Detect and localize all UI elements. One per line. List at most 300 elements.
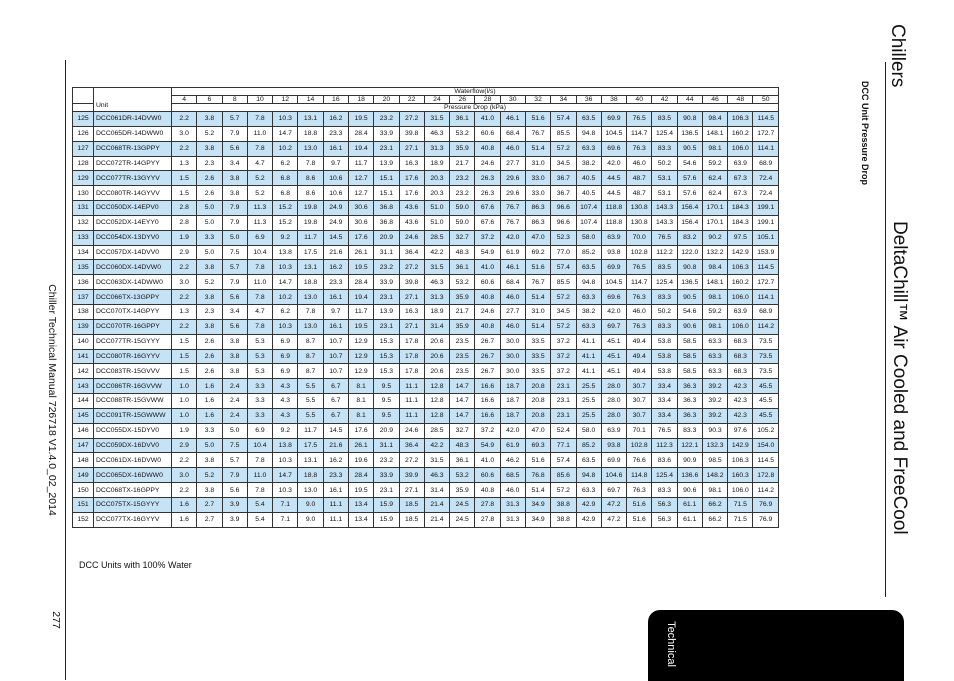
- pressure-drop-cell: 1.9: [172, 423, 197, 438]
- pressure-drop-cell: 3.3: [197, 423, 222, 438]
- pressure-drop-cell: 27.2: [399, 112, 424, 127]
- table-row: [73, 319, 779, 334]
- pressure-drop-cell: 35.9: [450, 141, 475, 156]
- pressure-drop-cell: 7.8: [247, 260, 272, 275]
- pressure-drop-cell: 41.1: [576, 349, 601, 364]
- pressure-drop-cell: 18.9: [424, 156, 449, 171]
- pressure-drop-cell: 62.4: [702, 171, 727, 186]
- pressure-drop-cell: 34.9: [525, 512, 550, 527]
- pressure-drop-cell: 10.3: [273, 483, 298, 498]
- pressure-drop-cell: 76.5: [627, 260, 652, 275]
- pressure-drop-cell: 70.0: [627, 230, 652, 245]
- pressure-drop-cell: 54.9: [475, 438, 500, 453]
- pressure-drop-cell: 76.5: [627, 112, 652, 127]
- pressure-drop-cell: 59.2: [702, 304, 727, 319]
- pressure-drop-cell: 23.1: [374, 290, 399, 305]
- product-title: DeltaChill™ Air Cooled and FreeCool: [889, 221, 910, 535]
- pressure-drop-cell: 34.5: [551, 304, 576, 319]
- pressure-drop-cell: 76.6: [627, 453, 652, 468]
- pressure-drop-cell: 41.0: [475, 260, 500, 275]
- pressure-drop-cell: 37.2: [551, 364, 576, 379]
- pressure-drop-cell: 68.5: [500, 468, 525, 483]
- flow-value-header: 40: [627, 96, 652, 104]
- pressure-drop-cell: 13.1: [298, 260, 323, 275]
- pressure-drop-cell: 57.4: [551, 453, 576, 468]
- pressure-drop-cell: 18.7: [500, 394, 525, 409]
- table-row: [73, 215, 779, 230]
- pressure-drop-cell: 9.5: [374, 394, 399, 409]
- row-number: 151: [73, 497, 94, 512]
- pressure-drop-cell: 3.0: [172, 126, 197, 141]
- pressure-drop-cell: 5.4: [247, 512, 272, 527]
- pressure-drop-cell: 23.1: [374, 483, 399, 498]
- pressure-drop-cell: 57.2: [551, 141, 576, 156]
- pressure-drop-cell: 6.9: [247, 230, 272, 245]
- unit-name: DCC072TR-14GPYY: [94, 156, 172, 171]
- pressure-drop-cell: 12.8: [424, 408, 449, 423]
- pressure-drop-cell: 14.7: [450, 408, 475, 423]
- pressure-drop-cell: 76.3: [627, 141, 652, 156]
- flow-value-header: 32: [525, 96, 550, 104]
- pressure-drop-cell: 3.8: [197, 319, 222, 334]
- pressure-drop-cell: 41.0: [475, 112, 500, 127]
- pressure-drop-cell: 83.3: [652, 319, 677, 334]
- pressure-drop-cell: 40.8: [475, 483, 500, 498]
- pressure-drop-cell: 112.2: [652, 245, 677, 260]
- pressure-drop-cell: 13.1: [298, 453, 323, 468]
- pressure-drop-cell: 114.2: [753, 483, 779, 498]
- pressure-drop-cell: 60.6: [475, 468, 500, 483]
- pressure-drop-cell: 69.9: [601, 260, 626, 275]
- pressure-drop-cell: 46.3: [424, 275, 449, 290]
- pressure-drop-cell: 13.8: [273, 245, 298, 260]
- pressure-drop-cell: 63.3: [702, 349, 727, 364]
- pressure-drop-cell: 5.0: [197, 215, 222, 230]
- pressure-drop-cell: 3.8: [222, 349, 247, 364]
- pressure-drop-cell: 25.5: [576, 394, 601, 409]
- pressure-drop-cell: 3.3: [197, 230, 222, 245]
- pressure-drop-cell: 46.3: [424, 468, 449, 483]
- flow-value-header: 20: [374, 96, 399, 104]
- pressure-drop-cell: 1.5: [172, 171, 197, 186]
- pressure-drop-cell: 30.0: [500, 349, 525, 364]
- pressure-drop-cell: 63.5: [576, 112, 601, 127]
- pressure-drop-cell: 17.8: [399, 364, 424, 379]
- pressure-drop-cell: 61.9: [500, 245, 525, 260]
- pressure-drop-cell: 33.9: [374, 126, 399, 141]
- pressure-drop-cell: 36.1: [450, 260, 475, 275]
- table-row: [73, 453, 779, 468]
- table-row: [73, 171, 779, 186]
- pressure-drop-cell: 63.3: [576, 290, 601, 305]
- pressure-drop-cell: 5.6: [222, 483, 247, 498]
- table-row: [73, 497, 779, 512]
- pressure-drop-cell: 10.2: [273, 141, 298, 156]
- pressure-drop-cell: 2.3: [197, 304, 222, 319]
- pressure-drop-cell: 15.3: [374, 334, 399, 349]
- flow-value-header: 16: [323, 96, 348, 104]
- pressure-drop-cell: 2.3: [197, 156, 222, 171]
- pressure-drop-cell: 23.5: [450, 334, 475, 349]
- pressure-drop-cell: 63.3: [576, 483, 601, 498]
- pressure-drop-cell: 16.6: [475, 394, 500, 409]
- pressure-drop-cell: 23.3: [323, 126, 348, 141]
- pressure-drop-cell: 46.0: [500, 141, 525, 156]
- flow-value-header: 24: [424, 96, 449, 104]
- pressure-drop-cell: 27.2: [399, 260, 424, 275]
- pressure-drop-cell: 5.0: [197, 201, 222, 216]
- flow-value-header: 34: [551, 96, 576, 104]
- pressure-drop-cell: 9.2: [273, 423, 298, 438]
- pressure-drop-cell: 76.9: [753, 497, 779, 512]
- pressure-drop-cell: 15.9: [374, 497, 399, 512]
- pressure-drop-cell: 16.2: [323, 453, 348, 468]
- pressure-drop-header-row: [73, 104, 779, 112]
- pressure-drop-cell: 4.7: [247, 304, 272, 319]
- pressure-drop-cell: 148.1: [702, 126, 727, 141]
- pressure-drop-cell: 7.5: [222, 245, 247, 260]
- pressure-drop-cell: 58.0: [576, 230, 601, 245]
- table-row: [73, 468, 779, 483]
- pressure-drop-cell: 20.9: [374, 423, 399, 438]
- pressure-drop-cell: 31.4: [424, 483, 449, 498]
- left-margin-rule: [65, 60, 66, 680]
- pressure-drop-cell: 5.2: [197, 275, 222, 290]
- table-row: [73, 141, 779, 156]
- pressure-drop-cell: 1.6: [172, 497, 197, 512]
- pressure-drop-cell: 172.7: [753, 275, 779, 290]
- row-number: 147: [73, 438, 94, 453]
- pressure-drop-cell: 96.6: [551, 215, 576, 230]
- pressure-drop-cell: 94.8: [576, 275, 601, 290]
- pressure-drop-cell: 31.4: [424, 319, 449, 334]
- pressure-drop-cell: 8.1: [348, 379, 373, 394]
- pressure-drop-cell: 13.0: [298, 319, 323, 334]
- pressure-drop-cell: 6.8: [273, 171, 298, 186]
- pressure-drop-cell: 4.3: [273, 394, 298, 409]
- pressure-drop-cell: 46.1: [500, 260, 525, 275]
- unit-name: DCC083TR-15GVVV: [94, 364, 172, 379]
- pressure-drop-cell: 76.3: [627, 483, 652, 498]
- pressure-drop-cell: 35.9: [450, 483, 475, 498]
- pressure-drop-cell: 50.2: [652, 304, 677, 319]
- pressure-drop-cell: 7.9: [222, 215, 247, 230]
- pressure-drop-cell: 98.1: [702, 290, 727, 305]
- flow-value-header: 10: [247, 96, 272, 104]
- pressure-drop-cell: 5.2: [247, 171, 272, 186]
- pressure-drop-cell: 3.8: [222, 171, 247, 186]
- section-title: Chillers: [887, 24, 908, 88]
- pressure-drop-cell: 3.9: [222, 497, 247, 512]
- pressure-drop-cell: 40.8: [475, 319, 500, 334]
- pressure-drop-cell: 1.3: [172, 304, 197, 319]
- pressure-drop-cell: 45.5: [753, 408, 779, 423]
- pressure-drop-cell: 1.0: [172, 379, 197, 394]
- pressure-drop-cell: 36.7: [551, 186, 576, 201]
- pressure-drop-cell: 14.7: [450, 379, 475, 394]
- pressure-drop-cell: 42.0: [500, 230, 525, 245]
- pressure-drop-cell: 10.3: [273, 319, 298, 334]
- row-number: 136: [73, 275, 94, 290]
- pressure-drop-cell: 26.7: [475, 364, 500, 379]
- pressure-drop-cell: 17.5: [298, 438, 323, 453]
- pressure-drop-cell: 46.0: [500, 319, 525, 334]
- pressure-drop-cell: 13.4: [348, 512, 373, 527]
- pressure-drop-cell: 30.7: [627, 394, 652, 409]
- pressure-drop-cell: 90.8: [677, 260, 702, 275]
- pressure-drop-cell: 9.7: [323, 156, 348, 171]
- pressure-drop-cell: 114.1: [753, 141, 779, 156]
- pressure-drop-cell: 67.3: [728, 186, 753, 201]
- pressure-drop-cell: 31.5: [424, 112, 449, 127]
- pressure-drop-cell: 4.3: [273, 379, 298, 394]
- pressure-drop-cell: 11.7: [348, 156, 373, 171]
- pressure-drop-cell: 42.3: [728, 379, 753, 394]
- table-row: [73, 304, 779, 319]
- pressure-drop-cell: 130.8: [627, 201, 652, 216]
- pressure-drop-cell: 83.6: [652, 453, 677, 468]
- pressure-drop-cell: 2.2: [172, 141, 197, 156]
- pressure-drop-cell: 2.8: [172, 215, 197, 230]
- pressure-drop-cell: 7.8: [247, 112, 272, 127]
- pressure-drop-cell: 58.0: [576, 423, 601, 438]
- pressure-drop-cell: 27.8: [475, 512, 500, 527]
- pressure-drop-cell: 38.8: [551, 497, 576, 512]
- pressure-drop-cell: 3.4: [222, 156, 247, 171]
- pressure-drop-cell: 73.5: [753, 334, 779, 349]
- pressure-drop-cell: 39.8: [399, 126, 424, 141]
- pressure-drop-cell: 114.2: [753, 319, 779, 334]
- pressure-drop-cell: 104.5: [601, 275, 626, 290]
- pressure-drop-cell: 3.0: [172, 275, 197, 290]
- pressure-drop-cell: 13.0: [298, 290, 323, 305]
- pressure-drop-cell: 62.4: [702, 186, 727, 201]
- pressure-drop-cell: 12.7: [348, 171, 373, 186]
- pressure-drop-cell: 51.6: [525, 112, 550, 127]
- pressure-drop-cell: 105.2: [753, 423, 779, 438]
- row-number-header-blank: [73, 104, 94, 112]
- pressure-drop-cell: 69.9: [601, 453, 626, 468]
- pressure-drop-cell: 23.1: [374, 141, 399, 156]
- pressure-drop-cell: 46.1: [500, 112, 525, 127]
- flow-value-header: 4: [172, 96, 197, 104]
- pressure-drop-cell: 14.7: [273, 275, 298, 290]
- pressure-drop-cell: 52.3: [551, 230, 576, 245]
- pressure-drop-cell: 26.1: [348, 438, 373, 453]
- unit-name: DCC086TR-16GVVW: [94, 379, 172, 394]
- pressure-drop-cell: 16.2: [323, 260, 348, 275]
- pressure-drop-cell: 3.8: [197, 112, 222, 127]
- pressure-drop-cell: 7.5: [222, 438, 247, 453]
- pressure-drop-cell: 142.9: [728, 438, 753, 453]
- pressure-drop-cell: 7.8: [298, 304, 323, 319]
- pressure-drop-cell: 16.3: [399, 156, 424, 171]
- pressure-drop-cell: 27.8: [475, 497, 500, 512]
- pressure-drop-cell: 105.1: [753, 230, 779, 245]
- pressure-drop-cell: 12.8: [424, 394, 449, 409]
- pressure-drop-cell: 48.3: [450, 245, 475, 260]
- pressure-drop-cell: 76.3: [627, 290, 652, 305]
- pressure-drop-cell: 28.4: [348, 468, 373, 483]
- pressure-drop-cell: 112.3: [652, 438, 677, 453]
- pressure-drop-cell: 102.8: [627, 245, 652, 260]
- pressure-drop-cell: 27.7: [500, 304, 525, 319]
- pressure-drop-cell: 6.7: [323, 379, 348, 394]
- pressure-drop-cell: 21.7: [450, 156, 475, 171]
- pressure-drop-cell: 2.6: [197, 186, 222, 201]
- pressure-drop-cell: 2.2: [172, 290, 197, 305]
- pressure-drop-cell: 3.3: [247, 379, 272, 394]
- pressure-drop-cell: 39.2: [702, 408, 727, 423]
- pressure-drop-cell: 7.9: [222, 201, 247, 216]
- pressure-drop-cell: 30.7: [627, 408, 652, 423]
- pressure-drop-cell: 63.5: [576, 260, 601, 275]
- pressure-drop-cell: 18.5: [399, 497, 424, 512]
- pressure-drop-cell: 53.2: [450, 275, 475, 290]
- pressure-drop-cell: 122.1: [677, 438, 702, 453]
- pressure-drop-cell: 17.8: [399, 334, 424, 349]
- pressure-drop-cell: 118.8: [601, 215, 626, 230]
- pressure-drop-cell: 42.0: [601, 304, 626, 319]
- pressure-drop-cell: 18.8: [298, 275, 323, 290]
- pressure-drop-cell: 125.4: [652, 126, 677, 141]
- pressure-drop-cell: 31.3: [424, 141, 449, 156]
- pressure-drop-cell: 85.2: [576, 438, 601, 453]
- pressure-drop-cell: 40.5: [576, 171, 601, 186]
- pressure-drop-cell: 1.6: [197, 379, 222, 394]
- pressure-drop-cell: 69.6: [601, 141, 626, 156]
- row-number-header: [73, 88, 94, 104]
- pressure-drop-cell: 33.4: [652, 379, 677, 394]
- pressure-drop-cell: 36.1: [450, 453, 475, 468]
- pressure-drop-cell: 37.2: [475, 423, 500, 438]
- pressure-drop-cell: 7.1: [273, 497, 298, 512]
- pressure-drop-cell: 31.3: [424, 290, 449, 305]
- pressure-drop-cell: 5.3: [247, 334, 272, 349]
- pressure-drop-cell: 4.7: [247, 156, 272, 171]
- pressure-drop-cell: 5.0: [197, 438, 222, 453]
- pressure-drop-cell: 30.7: [627, 379, 652, 394]
- pressure-drop-cell: 61.9: [500, 438, 525, 453]
- pressure-drop-cell: 20.6: [424, 334, 449, 349]
- pressure-drop-cell: 13.0: [298, 483, 323, 498]
- unit-name: DCC088TR-15GVWW: [94, 394, 172, 409]
- table-header-row: [73, 88, 779, 96]
- row-number: 140: [73, 334, 94, 349]
- pressure-drop-cell: 184.3: [728, 215, 753, 230]
- table-caption: DCC Units with 100% Water: [79, 560, 192, 570]
- pressure-drop-cell: 170.1: [702, 201, 727, 216]
- pressure-drop-cell: 11.1: [323, 512, 348, 527]
- pressure-drop-cell: 69.6: [601, 290, 626, 305]
- pressure-drop-cell: 26.3: [475, 186, 500, 201]
- pressure-drop-cell: 40.5: [576, 186, 601, 201]
- pressure-drop-cell: 86.3: [525, 201, 550, 216]
- table-row: [73, 364, 779, 379]
- pressure-drop-cell: 16.6: [475, 379, 500, 394]
- pressure-drop-cell: 19.5: [348, 260, 373, 275]
- pressure-drop-cell: 76.5: [652, 423, 677, 438]
- pressure-drop-cell: 5.6: [222, 319, 247, 334]
- pressure-drop-cell: 107.4: [576, 215, 601, 230]
- pressure-drop-cell: 19.8: [298, 201, 323, 216]
- pressure-drop-cell: 19.4: [348, 290, 373, 305]
- row-number: 141: [73, 349, 94, 364]
- pressure-drop-cell: 2.2: [172, 453, 197, 468]
- pressure-drop-cell: 31.1: [374, 245, 399, 260]
- pressure-drop-cell: 42.0: [601, 156, 626, 171]
- pressure-drop-cell: 23.1: [551, 394, 576, 409]
- pressure-drop-cell: 11.1: [399, 379, 424, 394]
- pressure-drop-cell: 132.2: [702, 245, 727, 260]
- pressure-drop-cell: 71.5: [728, 512, 753, 527]
- pressure-drop-cell: 1.9: [172, 230, 197, 245]
- flow-value-header: 8: [222, 96, 247, 104]
- pressure-drop-cell: 6.2: [273, 156, 298, 171]
- unit-header: Unit: [94, 88, 172, 112]
- pressure-drop-cell: 85.6: [551, 468, 576, 483]
- unit-name: DCC080TR-16GYYV: [94, 349, 172, 364]
- pressure-drop-cell: 29.6: [500, 186, 525, 201]
- pressure-drop-cell: 23.2: [374, 260, 399, 275]
- pressure-drop-cell: 69.7: [601, 483, 626, 498]
- pressure-drop-cell: 24.5: [450, 497, 475, 512]
- pressure-drop-cell: 19.4: [348, 141, 373, 156]
- pressure-drop-cell: 97.5: [728, 230, 753, 245]
- pressure-drop-cell: 2.9: [172, 245, 197, 260]
- pressure-drop-cell: 17.5: [298, 245, 323, 260]
- pressure-drop-cell: 24.6: [399, 423, 424, 438]
- pressure-drop-cell: 7.8: [298, 156, 323, 171]
- pressure-drop-cell: 16.1: [323, 141, 348, 156]
- pressure-drop-cell: 5.5: [298, 408, 323, 423]
- pressure-drop-cell: 33.9: [374, 468, 399, 483]
- pressure-drop-cell: 46.0: [627, 156, 652, 171]
- pressure-drop-cell: 53.2: [450, 126, 475, 141]
- pressure-drop-cell: 8.6: [298, 186, 323, 201]
- flow-value-header: 42: [652, 96, 677, 104]
- pressure-drop-cell: 102.8: [627, 438, 652, 453]
- pressure-drop-cell: 90.3: [702, 423, 727, 438]
- pressure-drop-cell: 11.1: [399, 394, 424, 409]
- unit-name: DCC055DX-15DYV0: [94, 423, 172, 438]
- pressure-drop-cell: 36.3: [677, 379, 702, 394]
- pressure-drop-cell: 12.7: [348, 186, 373, 201]
- flow-value-header: 44: [677, 96, 702, 104]
- pressure-drop-cell: 20.8: [525, 408, 550, 423]
- pressure-drop-cell: 15.3: [374, 349, 399, 364]
- pressure-drop-cell: 42.0: [500, 423, 525, 438]
- pressure-drop-cell: 6.9: [247, 423, 272, 438]
- pressure-drop-cell: 11.0: [247, 468, 272, 483]
- pressure-drop-cell: 18.9: [424, 304, 449, 319]
- pressure-drop-cell: 13.4: [348, 497, 373, 512]
- pressure-drop-cell: 107.4: [576, 201, 601, 216]
- pressure-drop-cell: 1.5: [172, 349, 197, 364]
- pressure-drop-cell: 19.6: [348, 453, 373, 468]
- pressure-drop-cell: 57.4: [551, 260, 576, 275]
- pressure-drop-cell: 76.9: [753, 512, 779, 527]
- pressure-drop-cell: 3.8: [197, 260, 222, 275]
- flow-value-header: 38: [601, 96, 626, 104]
- technical-tab-label: Technical: [665, 621, 677, 667]
- pressure-drop-cell: 16.3: [399, 304, 424, 319]
- pressure-drop-cell: 59.0: [450, 201, 475, 216]
- row-number: 148: [73, 453, 94, 468]
- pressure-drop-cell: 172.8: [753, 468, 779, 483]
- pressure-drop-cell: 5.2: [247, 186, 272, 201]
- pressure-drop-cell: 68.4: [500, 126, 525, 141]
